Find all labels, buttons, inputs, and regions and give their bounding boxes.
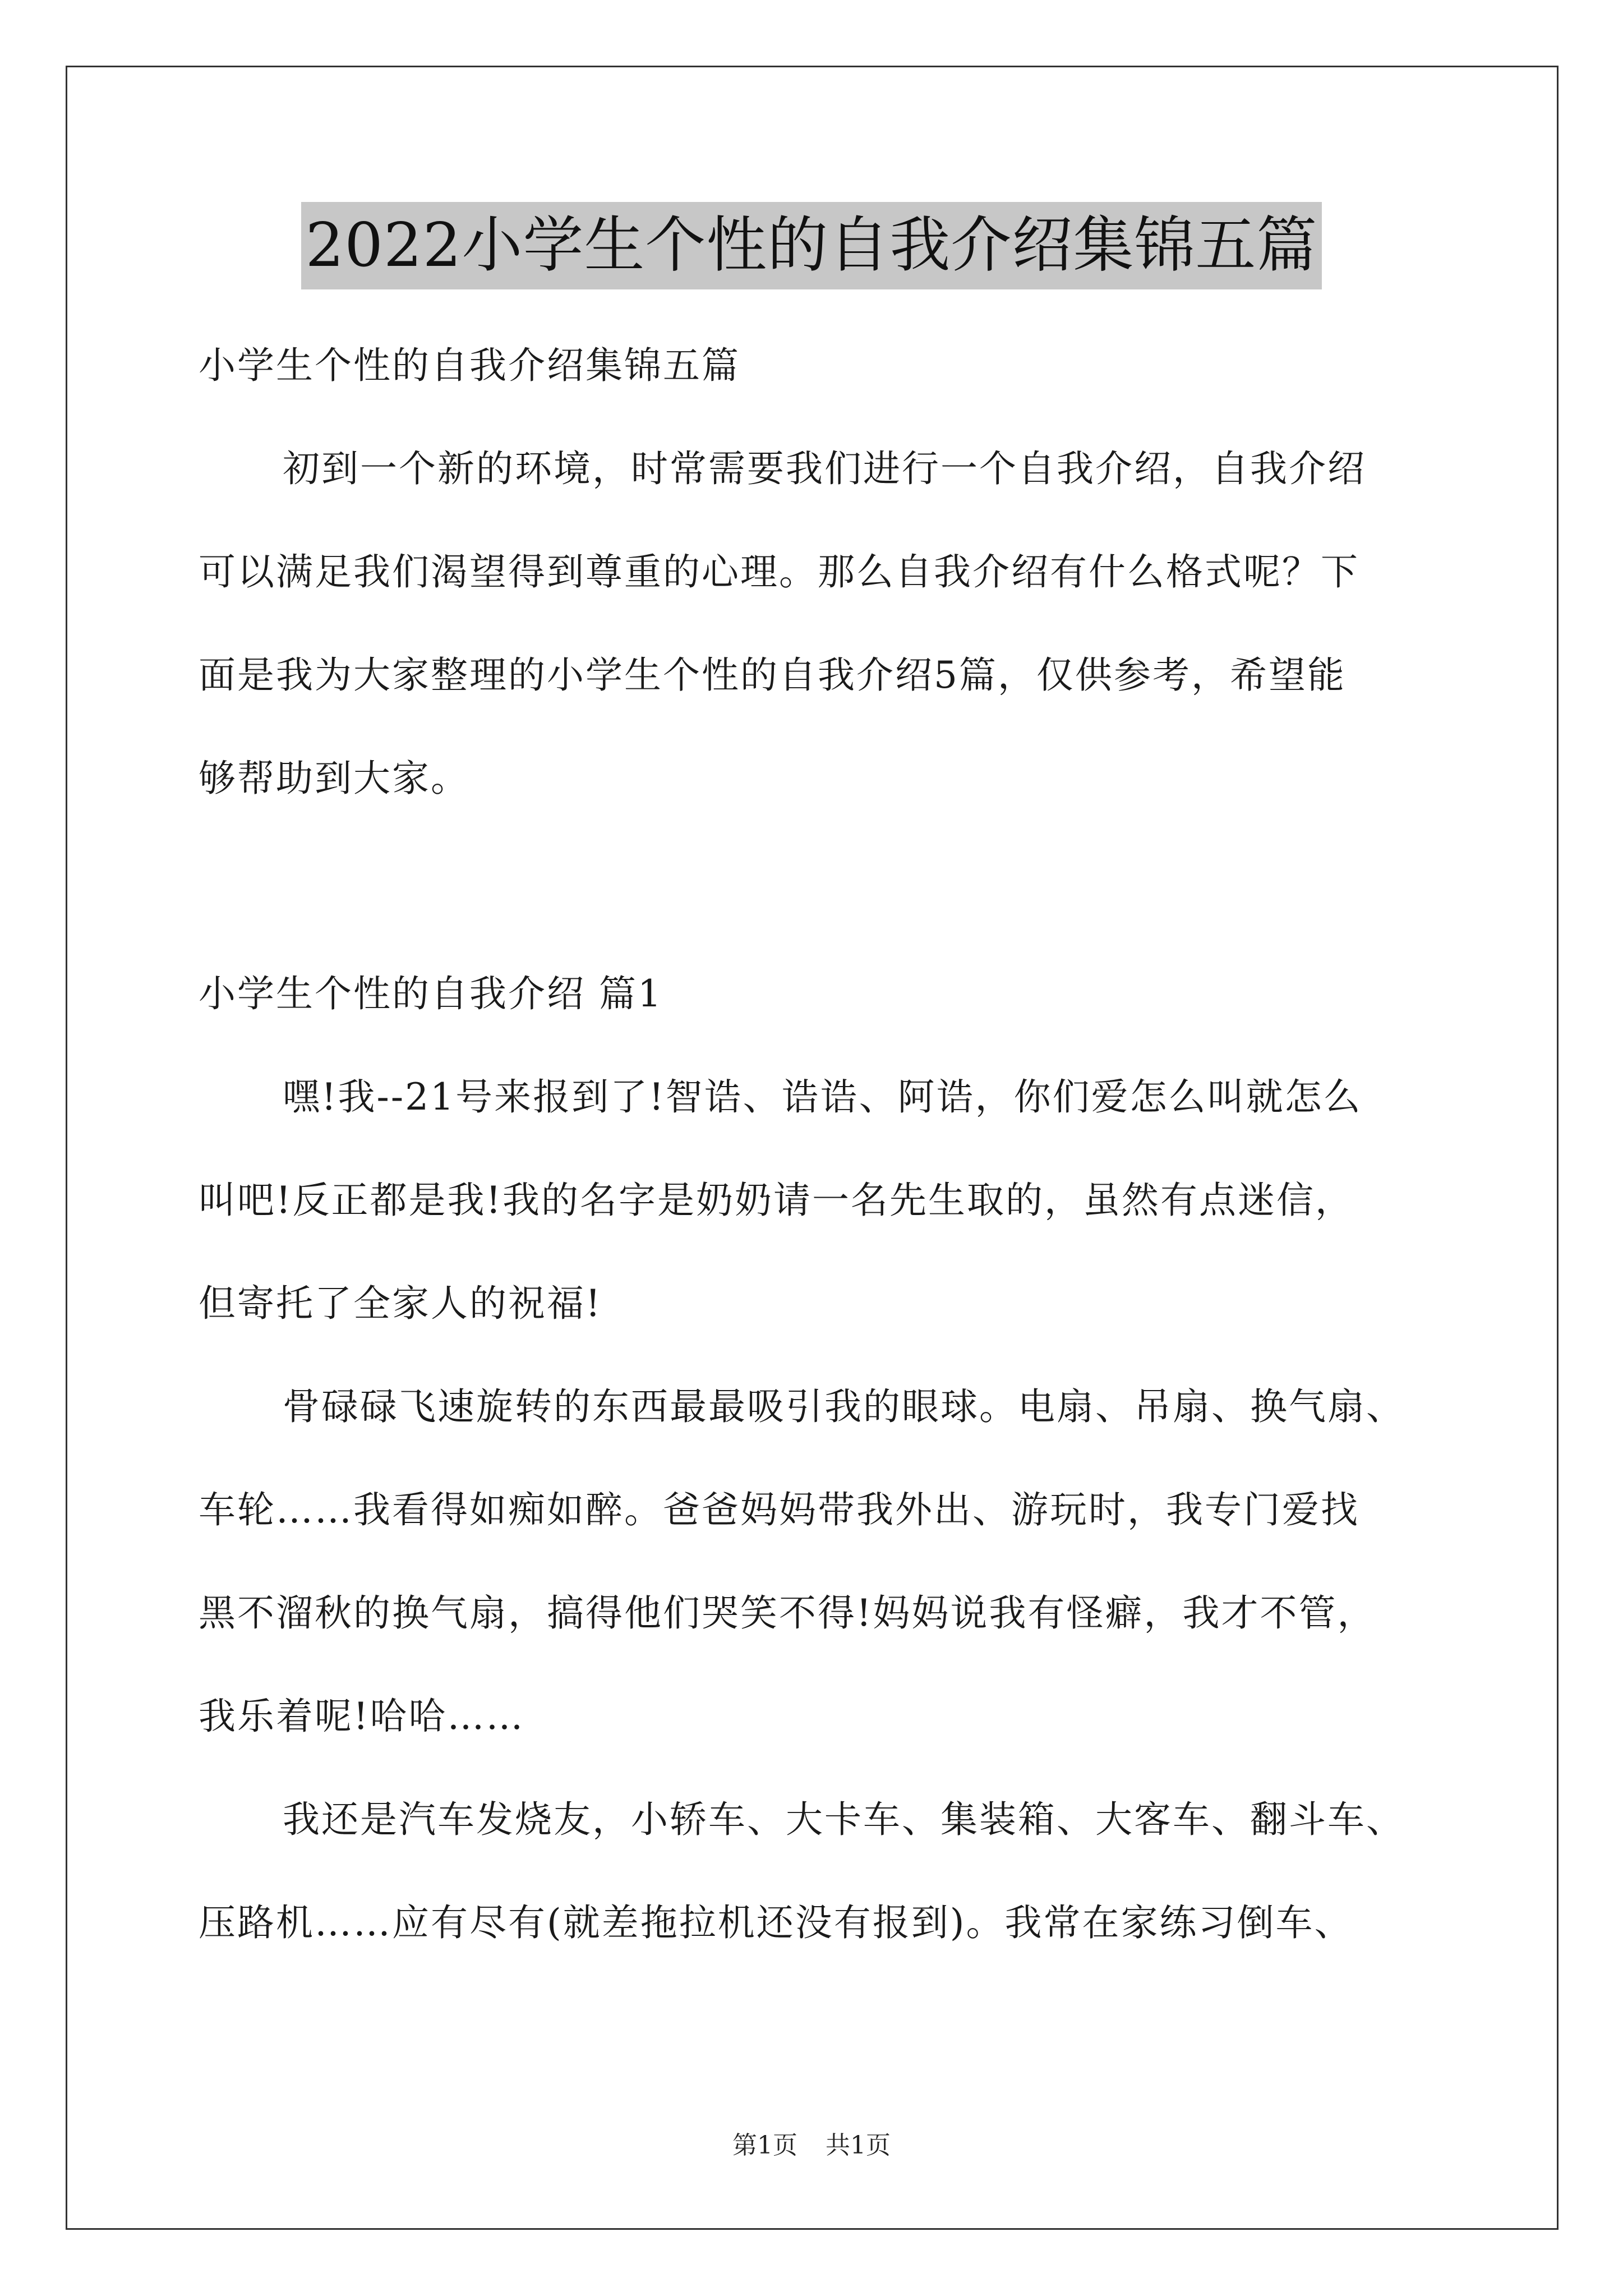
paragraph-line: 叫吧!反正都是我!我的名字是奶奶请一名先生取的，虽然有点迷信， <box>199 1179 1354 1222</box>
page-total: 共1页 <box>826 2131 891 2160</box>
paragraph-line: 但寄托了全家人的祝福! <box>199 1282 602 1325</box>
paragraph-line: 嘿!我--21号来报到了!智诰、诰诰、阿诰，你们爱怎么叫就怎么 <box>283 1075 1362 1119</box>
paragraph-line: 骨碌碌飞速旋转的东西最最吸引我的眼球。电扇、吊扇、换气扇、 <box>283 1385 1405 1428</box>
intro-line: 初到一个新的环境，时常需要我们进行一个自我介绍，自我介绍 <box>283 447 1366 490</box>
intro-line: 面是我为大家整理的小学生个性的自我介绍5篇，仅供参考，希望能 <box>199 654 1346 697</box>
paragraph-line: 黑不溜秋的换气扇，搞得他们哭笑不得!妈妈说我有怪癖，我才不管， <box>199 1591 1376 1635</box>
section-heading: 小学生个性的自我介绍 篇1 <box>199 972 663 1015</box>
title-container <box>0 202 1623 289</box>
document-subtitle: 小学生个性的自我介绍集锦五篇 <box>199 344 740 387</box>
intro-line: 够帮助到大家。 <box>199 757 469 800</box>
document-title: 2022小学生个性的自我介绍集锦五篇 <box>301 202 1322 289</box>
paragraph-line: 我还是汽车发烧友，小轿车、大卡车、集装箱、大客车、翻斗车、 <box>283 1798 1405 1841</box>
intro-line: 可以满足我们渴望得到尊重的心理。那么自我介绍有什么格式呢？下 <box>199 550 1359 593</box>
paragraph-line: 车轮……我看得如痴如醉。爸爸妈妈带我外出、游玩时，我专门爱找 <box>199 1488 1359 1531</box>
page-number: 第1页 <box>732 2131 797 2160</box>
paragraph-line: 压路机……应有尽有(就差拖拉机还没有报到)。我常在家练习倒车、 <box>199 1901 1353 1944</box>
paragraph-line: 我乐着呢!哈哈…… <box>199 1695 525 1738</box>
section-spacer <box>199 830 1432 942</box>
page-footer <box>0 2129 1623 2162</box>
document-body <box>199 314 1432 1975</box>
